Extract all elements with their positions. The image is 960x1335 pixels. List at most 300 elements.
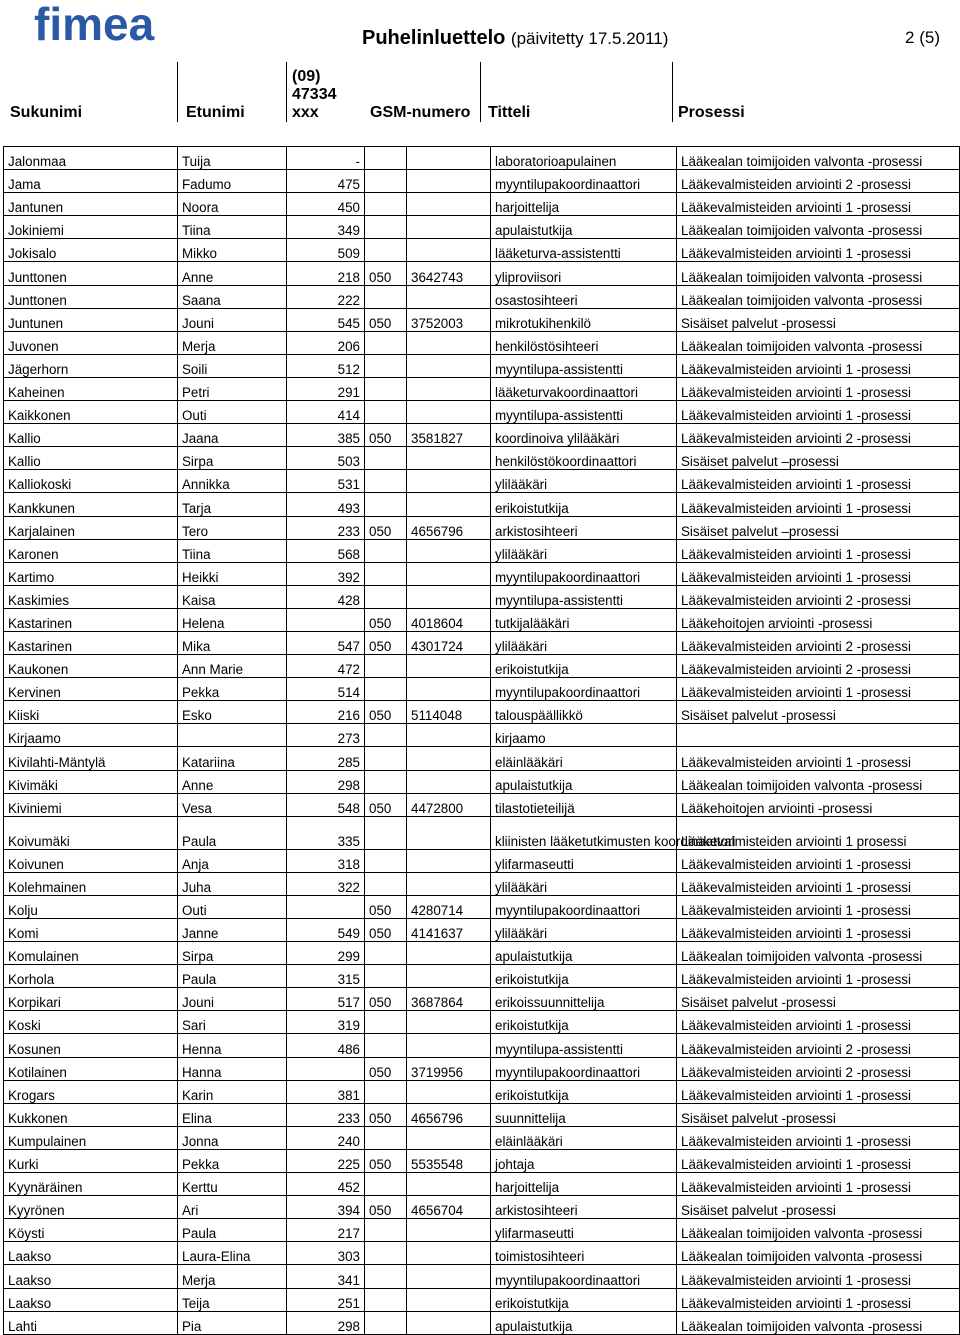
cell-sukunimi: Kolehmainen xyxy=(4,872,178,895)
cell-gsm-number xyxy=(407,1173,491,1196)
cell-prosessi: Lääkevalmisteiden arviointi 1 -prosessi xyxy=(677,539,960,562)
cell-gsm-prefix: 050 xyxy=(365,919,407,942)
cell-titteli: myyntilupakoordinaattori xyxy=(491,562,677,585)
cell-etunimi: Outi xyxy=(178,401,287,424)
cell-gsm-number xyxy=(407,1288,491,1311)
cell-gsm-number xyxy=(407,1011,491,1034)
cell-prosessi: Lääkealan toimijoiden valvonta -prosessi xyxy=(677,147,960,170)
cell-gsm-prefix xyxy=(365,655,407,678)
cell-gsm-prefix xyxy=(365,1265,407,1288)
cell-titteli: kliinisten lääketutkimusten koordinaattori xyxy=(491,816,677,849)
table-row xyxy=(4,1126,960,1149)
table-row xyxy=(4,988,960,1011)
cell-prosessi: Lääkevalmisteiden arviointi 1 -prosessi xyxy=(677,493,960,516)
cell-gsm-number xyxy=(407,1242,491,1265)
cell-prosessi: Lääkealan toimijoiden valvonta -prosessi xyxy=(677,1311,960,1334)
header-sukunimi: Sukunimi xyxy=(10,104,83,121)
cell-extension: 206 xyxy=(287,331,365,354)
cell-gsm-prefix: 050 xyxy=(365,308,407,331)
cell-gsm-prefix: 050 xyxy=(365,793,407,816)
cell-gsm-prefix: 050 xyxy=(365,895,407,918)
cell-gsm-number xyxy=(407,872,491,895)
cell-extension: 273 xyxy=(287,724,365,747)
cell-extension: 240 xyxy=(287,1126,365,1149)
table-row xyxy=(4,1288,960,1311)
cell-titteli: myyntilupa-assistentti xyxy=(491,401,677,424)
cell-gsm-number xyxy=(407,447,491,470)
cell-prosessi: Lääkevalmisteiden arviointi 1 -prosessi xyxy=(677,401,960,424)
cell-gsm-number xyxy=(407,193,491,216)
cell-gsm-number xyxy=(407,1080,491,1103)
cell-gsm-prefix xyxy=(365,1311,407,1334)
cell-gsm-prefix xyxy=(365,816,407,849)
cell-gsm-prefix xyxy=(365,1080,407,1103)
table-row xyxy=(4,147,960,170)
cell-gsm-prefix xyxy=(365,1242,407,1265)
cell-gsm-prefix: 050 xyxy=(365,1149,407,1172)
cell-etunimi: Fadumo xyxy=(178,170,287,193)
table-row xyxy=(4,701,960,724)
cell-etunimi: Tiina xyxy=(178,539,287,562)
cell-sukunimi: Koski xyxy=(4,1011,178,1034)
table-row xyxy=(4,747,960,770)
cell-gsm-prefix xyxy=(365,1034,407,1057)
cell-gsm-prefix xyxy=(365,170,407,193)
cell-prosessi: Lääkevalmisteiden arviointi 1 -prosessi xyxy=(677,1011,960,1034)
cell-prosessi: Lääkealan toimijoiden valvonta -prosessi xyxy=(677,262,960,285)
cell-prosessi: Lääkevalmisteiden arviointi 1 -prosessi xyxy=(677,377,960,400)
cell-gsm-prefix: 050 xyxy=(365,631,407,654)
cell-etunimi: Outi xyxy=(178,895,287,918)
cell-gsm-prefix: 050 xyxy=(365,424,407,447)
cell-titteli: myyntilupakoordinaattori xyxy=(491,1265,677,1288)
cell-prosessi: Lääkevalmisteiden arviointi 1 -prosessi xyxy=(677,193,960,216)
cell-gsm-number xyxy=(407,216,491,239)
cell-sukunimi: Jantunen xyxy=(4,193,178,216)
cell-gsm-prefix xyxy=(365,562,407,585)
cell-etunimi: Elina xyxy=(178,1103,287,1126)
cell-gsm-number: 3642743 xyxy=(407,262,491,285)
cell-gsm-number xyxy=(407,770,491,793)
cell-gsm-prefix xyxy=(365,872,407,895)
cell-etunimi: Mika xyxy=(178,631,287,654)
cell-titteli: tutkijalääkäri xyxy=(491,608,677,631)
cell-prosessi: Lääkevalmisteiden arviointi 1 -prosessi xyxy=(677,849,960,872)
cell-gsm-prefix: 050 xyxy=(365,988,407,1011)
document-title xyxy=(362,27,668,50)
cell-gsm-prefix xyxy=(365,331,407,354)
cell-prosessi: Sisäiset palvelut –prosessi xyxy=(677,516,960,539)
cell-titteli: ylilääkäri xyxy=(491,631,677,654)
cell-extension: 318 xyxy=(287,849,365,872)
cell-titteli: mikrotukihenkilö xyxy=(491,308,677,331)
cell-titteli: suunnittelija xyxy=(491,1103,677,1126)
cell-etunimi: Soili xyxy=(178,354,287,377)
cell-extension: 547 xyxy=(287,631,365,654)
cell-sukunimi: Kalliokoski xyxy=(4,470,178,493)
cell-etunimi: Tero xyxy=(178,516,287,539)
cell-prosessi: Lääkealan toimijoiden valvonta -prosessi xyxy=(677,770,960,793)
cell-titteli: lääketurva-assistentti xyxy=(491,239,677,262)
cell-sukunimi: Jalonmaa xyxy=(4,147,178,170)
cell-extension: 517 xyxy=(287,988,365,1011)
title-updated: (päivitetty 17.5.2011) xyxy=(510,29,669,48)
cell-gsm-number xyxy=(407,1265,491,1288)
cell-titteli: apulaistutkija xyxy=(491,216,677,239)
cell-gsm-prefix xyxy=(365,1288,407,1311)
cell-gsm-prefix xyxy=(365,239,407,262)
cell-sukunimi: Koivumäki xyxy=(4,816,178,849)
cell-prosessi: Lääkealan toimijoiden valvonta -prosessi xyxy=(677,285,960,308)
cell-extension: 568 xyxy=(287,539,365,562)
cell-sukunimi: Lahti xyxy=(4,1311,178,1334)
cell-sukunimi: Kotilainen xyxy=(4,1057,178,1080)
cell-prosessi: Lääkevalmisteiden arviointi 2 -prosessi xyxy=(677,424,960,447)
cell-gsm-prefix xyxy=(365,747,407,770)
table-row xyxy=(4,1057,960,1080)
table-row xyxy=(4,1219,960,1242)
cell-etunimi: Vesa xyxy=(178,793,287,816)
cell-etunimi: Noora xyxy=(178,193,287,216)
table-row xyxy=(4,516,960,539)
cell-sukunimi: Laakso xyxy=(4,1265,178,1288)
cell-etunimi: Anne xyxy=(178,770,287,793)
cell-gsm-number: 3752003 xyxy=(407,308,491,331)
cell-extension: 385 xyxy=(287,424,365,447)
cell-gsm-number xyxy=(407,377,491,400)
cell-gsm-number xyxy=(407,539,491,562)
table-row xyxy=(4,1149,960,1172)
cell-titteli: ylilääkäri xyxy=(491,919,677,942)
cell-titteli: ylilääkäri xyxy=(491,872,677,895)
table-row xyxy=(4,1103,960,1126)
cell-sukunimi: Koivunen xyxy=(4,849,178,872)
cell-gsm-number xyxy=(407,401,491,424)
cell-gsm-prefix xyxy=(365,193,407,216)
cell-titteli: lääketurvakoordinaattori xyxy=(491,377,677,400)
cell-etunimi: Hanna xyxy=(178,1057,287,1080)
cell-gsm-prefix xyxy=(365,770,407,793)
cell-sukunimi: Kankkunen xyxy=(4,493,178,516)
cell-etunimi: Merja xyxy=(178,331,287,354)
table-row xyxy=(4,872,960,895)
cell-gsm-number xyxy=(407,724,491,747)
table-row xyxy=(4,308,960,331)
cell-titteli: laboratorioapulainen xyxy=(491,147,677,170)
table-row xyxy=(4,1034,960,1057)
cell-titteli: myyntilupakoordinaattori xyxy=(491,678,677,701)
cell-etunimi: Pekka xyxy=(178,678,287,701)
cell-extension: 335 xyxy=(287,816,365,849)
cell-prosessi: Lääkevalmisteiden arviointi 1 -prosessi xyxy=(677,1080,960,1103)
cell-extension: 341 xyxy=(287,1265,365,1288)
table-row xyxy=(4,239,960,262)
cell-etunimi: Tiina xyxy=(178,216,287,239)
cell-extension: - xyxy=(287,147,365,170)
header-titteli: Titteli xyxy=(488,104,531,121)
cell-sukunimi: Jokiniemi xyxy=(4,216,178,239)
cell-extension: 514 xyxy=(287,678,365,701)
cell-extension: 545 xyxy=(287,308,365,331)
cell-extension: 298 xyxy=(287,1311,365,1334)
cell-titteli: myyntilupa-assistentti xyxy=(491,1034,677,1057)
cell-etunimi: Pekka xyxy=(178,1149,287,1172)
cell-extension: 251 xyxy=(287,1288,365,1311)
table-row xyxy=(4,631,960,654)
cell-etunimi: Sari xyxy=(178,1011,287,1034)
cell-prosessi: Lääkevalmisteiden arviointi 1 -prosessi xyxy=(677,965,960,988)
header-prosessi: Prosessi xyxy=(678,104,745,121)
cell-etunimi: Teija xyxy=(178,1288,287,1311)
cell-extension xyxy=(287,1057,365,1080)
cell-sukunimi: Kaskimies xyxy=(4,585,178,608)
cell-sukunimi: Juvonen xyxy=(4,331,178,354)
cell-prosessi xyxy=(677,724,960,747)
cell-sukunimi: Kivimäki xyxy=(4,770,178,793)
table-row xyxy=(4,1196,960,1219)
cell-titteli: ylilääkäri xyxy=(491,470,677,493)
cell-sukunimi: Kyynäräinen xyxy=(4,1173,178,1196)
cell-titteli: arkistosihteeri xyxy=(491,516,677,539)
cell-gsm-prefix xyxy=(365,493,407,516)
cell-prosessi: Lääkevalmisteiden arviointi 2 -prosessi xyxy=(677,170,960,193)
header-etunimi: Etunimi xyxy=(186,104,245,121)
cell-gsm-number xyxy=(407,942,491,965)
cell-extension: 392 xyxy=(287,562,365,585)
cell-sukunimi: Kukkonen xyxy=(4,1103,178,1126)
cell-prosessi: Lääkevalmisteiden arviointi 1 -prosessi xyxy=(677,872,960,895)
cell-gsm-number xyxy=(407,849,491,872)
cell-etunimi xyxy=(178,724,287,747)
cell-gsm-number xyxy=(407,562,491,585)
cell-prosessi: Sisäiset palvelut -prosessi xyxy=(677,308,960,331)
cell-gsm-number xyxy=(407,1219,491,1242)
cell-extension: 218 xyxy=(287,262,365,285)
cell-sukunimi: Kurki xyxy=(4,1149,178,1172)
cell-etunimi: Paula xyxy=(178,816,287,849)
cell-sukunimi: Komi xyxy=(4,919,178,942)
cell-sukunimi: Junttonen xyxy=(4,285,178,308)
cell-gsm-number: 4656796 xyxy=(407,516,491,539)
phone-directory-table xyxy=(3,146,960,1335)
cell-prosessi: Lääkevalmisteiden arviointi 2 -prosessi xyxy=(677,1057,960,1080)
cell-titteli: toimistosihteeri xyxy=(491,1242,677,1265)
cell-extension: 428 xyxy=(287,585,365,608)
cell-sukunimi: Laakso xyxy=(4,1288,178,1311)
cell-titteli: harjoittelija xyxy=(491,1173,677,1196)
cell-gsm-prefix xyxy=(365,1173,407,1196)
cell-etunimi: Tarja xyxy=(178,493,287,516)
cell-etunimi: Heikki xyxy=(178,562,287,585)
table-row xyxy=(4,1173,960,1196)
cell-gsm-prefix: 050 xyxy=(365,701,407,724)
table-row xyxy=(4,1265,960,1288)
cell-prosessi: Sisäiset palvelut -prosessi xyxy=(677,988,960,1011)
cell-extension: 291 xyxy=(287,377,365,400)
cell-gsm-number xyxy=(407,747,491,770)
cell-titteli: henkilöstökoordinaattori xyxy=(491,447,677,470)
cell-sukunimi: Komulainen xyxy=(4,942,178,965)
title-main: Puhelinluettelo xyxy=(362,27,506,49)
cell-sukunimi: Kyyrönen xyxy=(4,1196,178,1219)
cell-gsm-prefix: 050 xyxy=(365,516,407,539)
cell-gsm-number xyxy=(407,585,491,608)
cell-gsm-prefix xyxy=(365,447,407,470)
table-row xyxy=(4,942,960,965)
cell-titteli: kirjaamo xyxy=(491,724,677,747)
cell-sukunimi: Kivilahti-Mäntylä xyxy=(4,747,178,770)
cell-prosessi: Lääkehoitojen arviointi -prosessi xyxy=(677,793,960,816)
cell-titteli: erikoistutkija xyxy=(491,655,677,678)
cell-extension: 225 xyxy=(287,1149,365,1172)
cell-prosessi: Lääkevalmisteiden arviointi 1 -prosessi xyxy=(677,1126,960,1149)
cell-gsm-prefix: 050 xyxy=(365,1196,407,1219)
cell-etunimi: Tuija xyxy=(178,147,287,170)
cell-gsm-prefix xyxy=(365,354,407,377)
cell-prosessi: Lääkevalmisteiden arviointi 2 -prosessi xyxy=(677,655,960,678)
table-body xyxy=(4,147,960,1335)
cell-gsm-number xyxy=(407,170,491,193)
cell-etunimi: Anja xyxy=(178,849,287,872)
cell-titteli: harjoittelija xyxy=(491,193,677,216)
cell-sukunimi: Kartimo xyxy=(4,562,178,585)
cell-extension: 349 xyxy=(287,216,365,239)
cell-gsm-number xyxy=(407,1126,491,1149)
cell-etunimi: Esko xyxy=(178,701,287,724)
cell-prosessi: Lääkevalmisteiden arviointi 1 -prosessi xyxy=(677,354,960,377)
cell-sukunimi: Jägerhorn xyxy=(4,354,178,377)
cell-gsm-number: 3581827 xyxy=(407,424,491,447)
cell-titteli: erikoistutkija xyxy=(491,1080,677,1103)
table-row xyxy=(4,1311,960,1334)
cell-titteli: eläinlääkäri xyxy=(491,747,677,770)
cell-extension: 394 xyxy=(287,1196,365,1219)
cell-prosessi: Lääkealan toimijoiden valvonta -prosessi xyxy=(677,942,960,965)
cell-etunimi: Pia xyxy=(178,1311,287,1334)
cell-gsm-number xyxy=(407,147,491,170)
cell-etunimi: Paula xyxy=(178,1219,287,1242)
cell-extension: 216 xyxy=(287,701,365,724)
cell-gsm-prefix: 050 xyxy=(365,262,407,285)
cell-extension: 233 xyxy=(287,1103,365,1126)
cell-gsm-number: 4018604 xyxy=(407,608,491,631)
cell-titteli: myyntilupakoordinaattori xyxy=(491,1057,677,1080)
cell-gsm-number: 5535548 xyxy=(407,1149,491,1172)
cell-titteli: talouspäällikkö xyxy=(491,701,677,724)
cell-gsm-number: 4141637 xyxy=(407,919,491,942)
cell-sukunimi: Kervinen xyxy=(4,678,178,701)
cell-sukunimi: Korhola xyxy=(4,965,178,988)
cell-extension: 217 xyxy=(287,1219,365,1242)
cell-extension: 381 xyxy=(287,1080,365,1103)
cell-etunimi: Sirpa xyxy=(178,942,287,965)
cell-etunimi: Juha xyxy=(178,872,287,895)
cell-extension: 222 xyxy=(287,285,365,308)
cell-gsm-prefix xyxy=(365,678,407,701)
cell-sukunimi: Karjalainen xyxy=(4,516,178,539)
table-row xyxy=(4,424,960,447)
cell-sukunimi: Kaukonen xyxy=(4,655,178,678)
cell-prosessi: Lääkevalmisteiden arviointi 1 -prosessi xyxy=(677,1288,960,1311)
cell-gsm-prefix xyxy=(365,1219,407,1242)
cell-etunimi: Kaisa xyxy=(178,585,287,608)
cell-sukunimi: Laakso xyxy=(4,1242,178,1265)
cell-sukunimi: Junttonen xyxy=(4,262,178,285)
cell-etunimi: Merja xyxy=(178,1265,287,1288)
cell-etunimi: Paula xyxy=(178,965,287,988)
cell-sukunimi: Kolju xyxy=(4,895,178,918)
cell-titteli: erikoistutkija xyxy=(491,493,677,516)
cell-titteli: arkistosihteeri xyxy=(491,1196,677,1219)
cell-etunimi: Petri xyxy=(178,377,287,400)
cell-gsm-number xyxy=(407,1034,491,1057)
cell-gsm-prefix xyxy=(365,539,407,562)
table-row xyxy=(4,770,960,793)
cell-sukunimi: Jama xyxy=(4,170,178,193)
cell-gsm-number: 3719956 xyxy=(407,1057,491,1080)
cell-prosessi: Lääkevalmisteiden arviointi 1 -prosessi xyxy=(677,895,960,918)
cell-extension: 509 xyxy=(287,239,365,262)
cell-extension: 503 xyxy=(287,447,365,470)
cell-gsm-number xyxy=(407,1311,491,1334)
cell-gsm-prefix xyxy=(365,942,407,965)
table-row xyxy=(4,849,960,872)
cell-titteli: erikoistutkija xyxy=(491,1011,677,1034)
cell-sukunimi: Kiviniemi xyxy=(4,793,178,816)
cell-prosessi: Lääkevalmisteiden arviointi 1 -prosessi xyxy=(677,678,960,701)
cell-gsm-number: 4472800 xyxy=(407,793,491,816)
table-row xyxy=(4,1242,960,1265)
cell-gsm-prefix xyxy=(365,285,407,308)
cell-etunimi: Jouni xyxy=(178,988,287,1011)
cell-etunimi: Sirpa xyxy=(178,447,287,470)
cell-gsm-prefix xyxy=(365,401,407,424)
cell-gsm-number: 4280714 xyxy=(407,895,491,918)
cell-sukunimi: Kirjaamo xyxy=(4,724,178,747)
cell-etunimi: Annikka xyxy=(178,470,287,493)
cell-etunimi: Ari xyxy=(178,1196,287,1219)
cell-sukunimi: Korpikari xyxy=(4,988,178,1011)
cell-titteli: tilastotieteilijä xyxy=(491,793,677,816)
cell-extension: 299 xyxy=(287,942,365,965)
cell-gsm-number: 4656704 xyxy=(407,1196,491,1219)
table-row xyxy=(4,655,960,678)
table-row xyxy=(4,262,960,285)
cell-prosessi: Lääkevalmisteiden arviointi 1 -prosessi xyxy=(677,239,960,262)
table-row xyxy=(4,585,960,608)
cell-sukunimi: Kallio xyxy=(4,424,178,447)
cell-gsm-prefix xyxy=(365,585,407,608)
cell-prosessi: Sisäiset palvelut -prosessi xyxy=(677,701,960,724)
cell-prosessi: Lääkealan toimijoiden valvonta -prosessi xyxy=(677,331,960,354)
cell-extension: 452 xyxy=(287,1173,365,1196)
table-row xyxy=(4,216,960,239)
cell-etunimi: Saana xyxy=(178,285,287,308)
cell-gsm-number xyxy=(407,285,491,308)
cell-gsm-prefix xyxy=(365,216,407,239)
cell-gsm-number xyxy=(407,470,491,493)
cell-prosessi: Lääkevalmisteiden arviointi 1 prosessi xyxy=(677,816,960,849)
cell-sukunimi: Kaikkonen xyxy=(4,401,178,424)
cell-gsm-number xyxy=(407,655,491,678)
cell-gsm-number xyxy=(407,239,491,262)
table-row xyxy=(4,919,960,942)
table-row xyxy=(4,539,960,562)
cell-sukunimi: Kaheinen xyxy=(4,377,178,400)
cell-titteli: ylifarmaseutti xyxy=(491,1219,677,1242)
cell-sukunimi: Krogars xyxy=(4,1080,178,1103)
cell-gsm-prefix xyxy=(365,1011,407,1034)
